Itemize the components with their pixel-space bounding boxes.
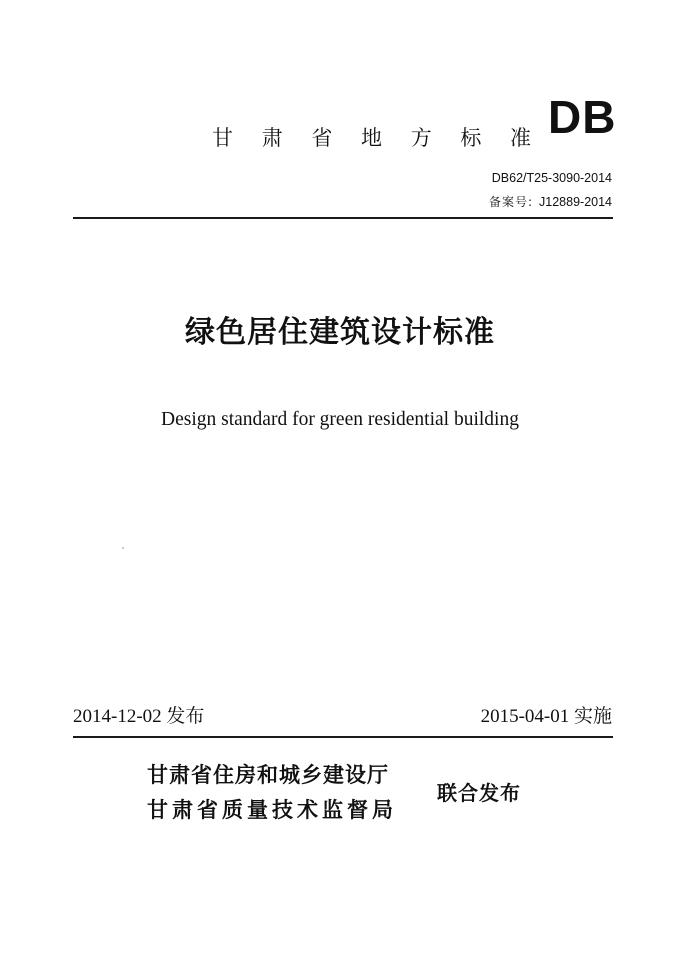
filing-label: 备案号: (488, 195, 534, 209)
bottom-divider (73, 736, 613, 738)
filing-record (489, 196, 612, 209)
issuer-quality-bureau: 甘肃省质量技术监督局 (147, 798, 397, 822)
db-logo: DB (548, 91, 617, 143)
filing-number: J12889-2014 (539, 195, 612, 209)
scan-speck (122, 547, 124, 549)
publish-date: 2014-12-02 发布 (73, 706, 205, 727)
document-title-english: Design standard for green residential building (161, 409, 519, 430)
top-divider (73, 217, 613, 219)
implement-date: 2015-04-01 实施 (480, 706, 612, 727)
issuer-housing-department: 甘肃省住房和城乡建设厅 (147, 763, 389, 787)
standard-category: 甘 肃 省 地 方 标 准 (212, 126, 543, 150)
document-title-chinese: 绿色居住建筑设计标准 (185, 315, 495, 350)
joint-issue-label: 联合发布 (437, 781, 521, 805)
standard-number: DB62/T25-3090-2014 (491, 171, 612, 185)
